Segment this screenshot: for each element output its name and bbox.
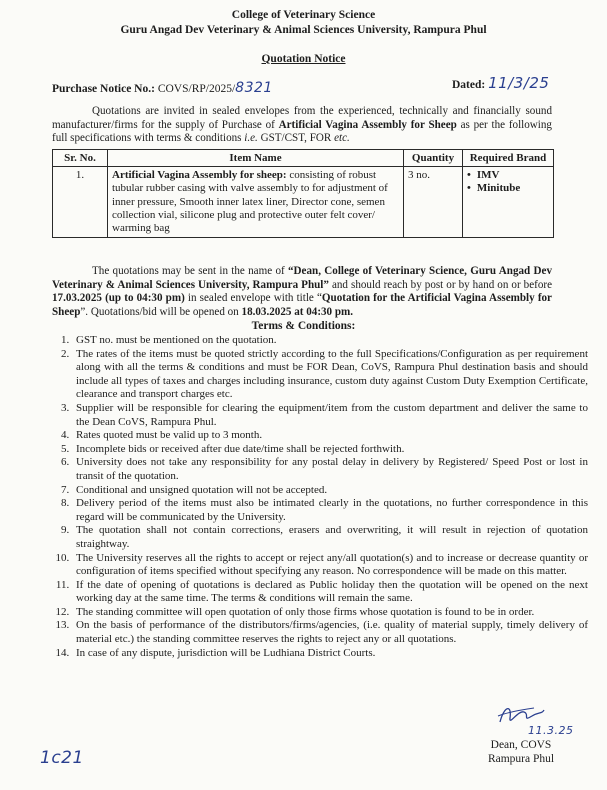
signatory [476,738,566,766]
signature-date: 11.3.25 [528,724,574,737]
purchase-notice-prefix: COVS/RP/2025/ [157,83,236,95]
submission-paragraph [52,265,552,320]
envelope-title: Quotation for the Artificial Vagina Assembly for Sheep [52,292,552,319]
dated-label: Dated: [452,79,486,91]
purchase-notice-label: Purchase Notice No.: [52,83,155,95]
terms-item: 10. The University reserves all the rights to accept or reject any/all quotation(s) and to increase or decrease quantity or configuration of items specified without specifying any reason. No correspondence will be made on this matter. [72,552,588,579]
items-table [52,149,554,238]
intro-paragraph [52,105,552,146]
cell-item-description [108,167,404,238]
intro-etc: etc. [334,132,350,145]
university-name: Guru Angad Dev Veterinary & Animal Sciences University, Rampura Phul [120,24,487,36]
terms-item: 2. The rates of the items must be quoted strictly according to the full Specifications/Configuration as per requirement along with all the terms & conditions and must be FOR Dean, CoVS, Rampura Phul destination basis and should include all types of taxes and charges including insurance, custom duty against Custom Duty Exemption Certificate, clearance and transport charges etc. [72,348,588,402]
terms-item: 4. Rates quoted must be valid up to 3 month. [72,429,588,443]
submission-text: The quotations may be sent in the name of [92,265,288,277]
brand-list [467,169,549,196]
submission-text: in sealed envelope with title “ [184,292,322,305]
signatory-place: Rampura Phul [487,753,555,765]
purchase-notice-handwritten-number: 8321 [235,80,273,96]
terms-item: 7. Conditional and unsigned quotation will not be accepted. [72,484,588,498]
handwritten-date: 11/3/25 [488,74,550,92]
item-name: Artificial Vagina Assembly for sheep: [112,169,287,181]
terms-item: 9. The quotation shall not contain corrections, erasers and overwriting, it will result in rejection of quotation straightway. [72,524,588,551]
terms-item: 3. Supplier will be responsible for clearing the equipment/item from the custom department and deliver the same to the Dean CoVS, Rampura Phul. [72,402,588,429]
column-header-quantity: Quantity [404,150,463,167]
intro-text: as per the following full specifications with terms & conditions [52,118,552,145]
notice-title: Quotation Notice [261,53,346,65]
terms-list [36,334,588,660]
intro-text: GST/CST, FOR [257,132,335,145]
opening-date: 18.03.2025 at 04:30 pm. [241,306,354,319]
terms-item: 6. University does not take any responsibility for any postal delay in delivery by Registered/ Speed Post or lost in transit of the quotation. [72,456,588,483]
cell-quantity: 3 no. [404,167,463,238]
submission-deadline: 17.03.2025 (up to 04:30 pm) [52,292,185,305]
cell-sr-no: 1. [53,167,108,238]
terms-title: Terms & Conditions: [251,320,356,332]
cell-required-brand [463,167,554,238]
purchase-notice-number [52,80,273,96]
table-row [53,167,554,238]
submission-addressee: “Dean, College of Veterinary Science, Guru Angad Dev Veterinary & Animal Sciences University, Rampura Phul” [52,265,553,291]
notice-date [452,74,549,92]
terms-item: 8. Delivery period of the items must also be intimated clearly in the quotations, no further correspondence in this regard will be communicated by the University. [72,497,588,524]
table-header-row [53,150,554,167]
column-header-item-name: Item Name [108,150,404,167]
brand-item: • Minitube [467,182,549,195]
terms-item: 14. In case of any dispute, jurisdiction will be Ludhiana District Courts. [72,647,588,661]
signatory-title: Dean, COVS [490,739,552,751]
column-header-sr-no: Sr. No. [53,150,108,167]
intro-ie: i.e. [244,132,258,145]
item-specification: consisting of robust tubular rubber casing with valve assembly to for adjustment of inner pressure, Smooth inner latex liner, Director cone, semen collection vial, silicone plug and protective outer felt cover/ warming bag [112,169,388,235]
terms-item: 1. GST no. must be mentioned on the quotation. [72,334,588,348]
submission-text: ”. Quotations/bid will be opened on [80,306,242,319]
intro-item-name: Artificial Vagina Assembly for Sheep [278,118,457,131]
terms-item: 5. Incomplete bids or received after due date/time shall be rejected forthwith. [72,443,588,457]
college-name: College of Veterinary Science [231,9,376,21]
intro-text: Quotations are invited in sealed envelopes from the experienced, technically and financially sound manufacturer/firms for the supply of Purchase of [52,105,552,131]
terms-item: 11. If the date of opening of quotations is declared as Public holiday then the quotation will be opened on the next working day at the same time. The terms & conditions will remain the same. [72,579,588,606]
terms-item: 13. On the basis of performance of the distributors/firms/agencies, (i.e. quality of material supply, timely delivery of material etc.) the standing committee reserves the rights to reject any or all quotations. [72,619,588,646]
column-header-required-brand: Required Brand [463,150,554,167]
submission-text: and should reach by post or by hand on or before [328,278,552,291]
brand-item: • IMV [467,169,549,182]
handwritten-reference: 1c21 [40,748,84,768]
terms-item: 12. The standing committee will open quotation of only those firms whose quotation is found to be in order. [72,606,588,620]
